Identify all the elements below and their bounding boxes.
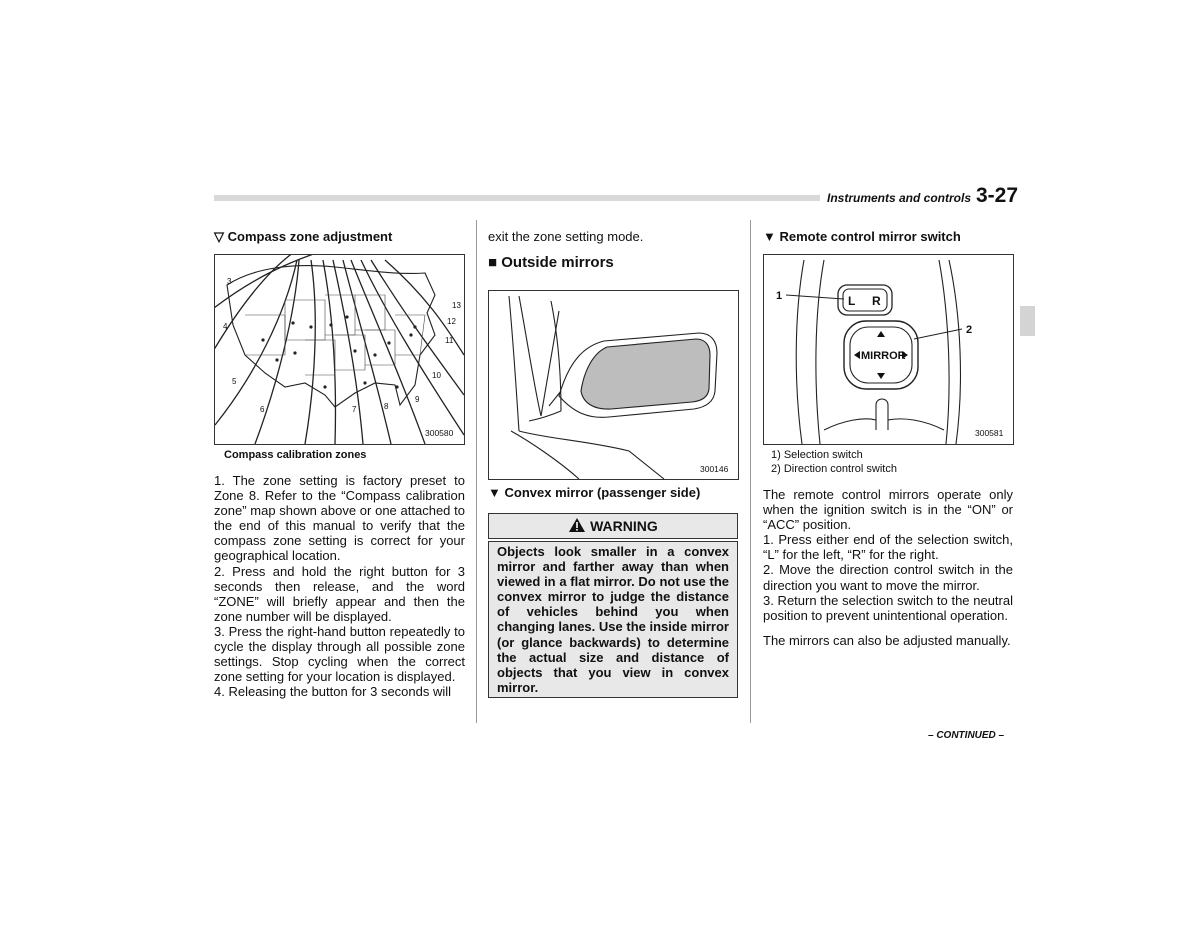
- warning-title: WARNING: [590, 518, 658, 534]
- callout-1: 1: [776, 290, 783, 302]
- chapter-tab: [1020, 306, 1035, 336]
- map-caption-block: [224, 448, 464, 463]
- zone-label-7: 7: [352, 405, 357, 414]
- zone-label-12: 12: [447, 317, 456, 326]
- switch-label-l: L: [848, 294, 856, 308]
- outside-mirrors-heading: [488, 255, 738, 270]
- middle-column: [488, 229, 738, 270]
- compass-zone-heading: [214, 229, 465, 244]
- zone-label-3: 3: [227, 277, 232, 286]
- legend-item: 1) Selection switch: [771, 449, 863, 461]
- convex-mirror-subheading: [488, 485, 738, 500]
- step-2: 2. Move the direction control switch in the direction you want to move the mirror.: [763, 562, 1013, 593]
- warning-header: [488, 513, 738, 539]
- left-body: [214, 473, 465, 699]
- open-triangle-icon: ▽: [214, 229, 224, 244]
- continued-marker: – CONTINUED –: [928, 730, 1005, 741]
- square-bullet-icon: ■: [488, 254, 498, 272]
- section-heading-text: Outside mirrors: [501, 254, 614, 272]
- figure-caption: Compass calibration zones: [224, 449, 367, 461]
- remote-mirror-heading: [763, 229, 1013, 244]
- column-divider-left: [476, 220, 477, 723]
- zone-label-4: 4: [223, 322, 228, 331]
- compass-map-figure: [214, 254, 465, 445]
- section-title: Instruments and controls: [827, 191, 972, 205]
- right-body: [763, 487, 1013, 648]
- step-3: 3. Return the selection switch to the neutral position to prevent unintentional operation.: [763, 592, 1013, 623]
- page-number: 3-27: [976, 184, 1019, 207]
- step-3: 3. Press the right-hand button repeatedly to cycle the display through all possible zone settings. Stop cycling when the correct zone setting for your location is displayed.: [214, 623, 465, 685]
- subheading-text: Convex mirror (passenger side): [504, 485, 701, 500]
- closing-paragraph: The mirrors can also be adjusted manually.: [763, 632, 1011, 648]
- step-2: 2. Press and hold the right button for 3 seconds then release, and the word “ZONE” will briefly appear and then the zone number will be displayed.: [214, 563, 465, 624]
- header-rule: [214, 195, 820, 201]
- zone-label-11: 11: [445, 336, 454, 345]
- heading-text: Compass zone adjustment: [227, 229, 393, 244]
- right-column: [763, 229, 1013, 244]
- callout-2: 2: [966, 324, 973, 336]
- zone-label-6: 6: [260, 405, 265, 414]
- us-zone-map: [215, 255, 464, 444]
- convex-mirror-illustration: [489, 291, 738, 479]
- down-triangle-icon: ▼: [763, 229, 776, 244]
- mirror-label: MIRROR: [861, 350, 906, 362]
- figure-code: 300581: [975, 428, 1004, 438]
- warning-body: Objects look smaller in a convex mirror and farther away than when viewed in a flat mirror. Do not use the convex mirror to judge the distance of vehicles behind you when changing lanes. Use the inside mirror (or glance backwards) to determine the actual size and distance of objects that you view in convex mirror.: [488, 541, 738, 698]
- mirror-switch-figure: [763, 254, 1014, 445]
- convex-subheading-block: [488, 485, 738, 500]
- column-divider-right: [750, 220, 751, 723]
- continuation-text: exit the zone setting mode.: [488, 229, 644, 244]
- switch-legend: [771, 449, 1011, 476]
- step-1: 1. The zone setting is factory preset to Zone 8. Refer to the “Compass calibration zone” map shown above or one attached to the end of this manual to verify that the compass zone setting is correct for your geographical location.: [214, 473, 465, 564]
- step-1: 1. Press either end of the selection switch, “L” for the left, “R” for the right.: [763, 532, 1013, 563]
- figure-code: 300580: [425, 428, 454, 438]
- down-triangle-icon: ▼: [488, 485, 501, 500]
- legend-item: 2) Direction control switch: [771, 462, 897, 475]
- heading-text: Remote control mirror switch: [779, 229, 961, 244]
- zone-label-10: 10: [432, 371, 441, 380]
- left-column: [214, 229, 465, 244]
- mirror-switch-illustration: [764, 255, 1013, 444]
- convex-mirror-figure: [488, 290, 739, 480]
- warning-triangle-icon: [568, 517, 586, 533]
- zone-label-13: 13: [452, 301, 461, 310]
- intro-paragraph: The remote control mirrors operate only when the ignition switch is in the “ON” or “ACC” position.: [763, 487, 1013, 533]
- switch-label-r: R: [872, 294, 881, 308]
- figure-code: 300146: [700, 464, 729, 474]
- step-4: 4. Releasing the button for 3 seconds will: [214, 684, 452, 700]
- zone-label-5: 5: [232, 377, 237, 386]
- zone-label-8: 8: [384, 402, 389, 411]
- zone-label-9: 9: [415, 395, 420, 404]
